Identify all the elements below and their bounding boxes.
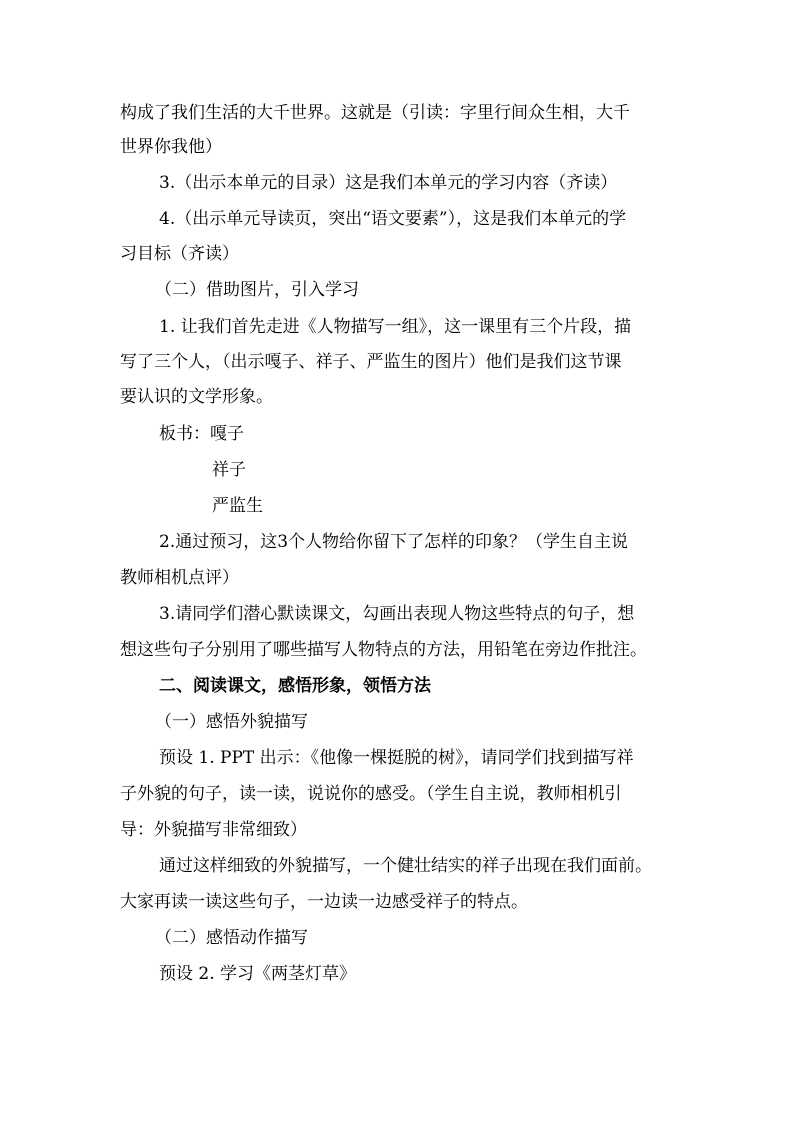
appearance-summary-line-2: 大家再读一读这些句子，一边读一边感受祥子的特点。 — [120, 892, 528, 912]
subheading-2: （二）借助图片，引入学习 — [155, 280, 359, 300]
step-1-line-3: 要认识的文学形象。 — [120, 387, 273, 407]
step-4-line-2: 习目标（齐读） — [120, 244, 239, 264]
step-3-line: 3.（出示本单元的目录）这是我们本单元的学习内容（齐读） — [159, 173, 618, 193]
subheading-action: （二）感悟动作描写 — [155, 928, 308, 948]
step-2-line-1: 2.通过预习，这3个人物给你留下了怎样的印象？（学生自主说 — [159, 532, 629, 552]
step-3b-line-1: 3.请同学们潜心默读课文，勾画出表现人物这些特点的句子，想 — [159, 604, 635, 624]
appearance-summary-line-1: 通过这样细致的外貌描写，一个健壮结实的祥子出现在我们面前。 — [159, 856, 652, 876]
subheading-appearance: （一）感悟外貌描写 — [155, 712, 308, 732]
preset-1-line-1: 预设 1. PPT 出示：《他像一棵挺脱的树》，请同学们找到描写祥 — [159, 748, 634, 768]
preset-1-line-3: 导：外貌描写非常细致） — [120, 820, 307, 840]
step-1-line-1: 1. 让我们首先走进《人物描写一组》，这一课里有三个片段，描 — [159, 317, 632, 337]
board-item-xiangzi: 祥子 — [212, 460, 246, 480]
paragraph-line-2: 世界你我他） — [120, 137, 222, 157]
preset-2-line: 预设 2. 学习《两茎灯草》 — [159, 964, 357, 984]
preset-1-line-2: 子外貌的句子，读一读，说说你的感受。（学生自主说，教师相机引 — [120, 784, 622, 804]
paragraph-line-1: 构成了我们生活的大千世界。这就是（引读：字里行间众生相，大千 — [120, 103, 630, 123]
step-1-line-2: 写了三个人，（出示嘎子、祥子、严监生的图片）他们是我们这节课 — [120, 352, 622, 372]
step-3b-line-2: 想这些句子分别用了哪些描写人物特点的方法，用铅笔在旁边作批注。 — [120, 640, 647, 660]
step-4-line-1: 4.（出示单元导读页，突出“语文要素”），这是我们本单元的学 — [159, 209, 627, 229]
board-item-yanjiansheng: 严监生 — [212, 496, 263, 516]
section-heading-2: 二、阅读课文，感悟形象，领悟方法 — [159, 676, 431, 696]
step-2-line-2: 教师相机点评） — [120, 568, 239, 588]
board-writing-label: 板书：嘎子 — [159, 424, 244, 444]
